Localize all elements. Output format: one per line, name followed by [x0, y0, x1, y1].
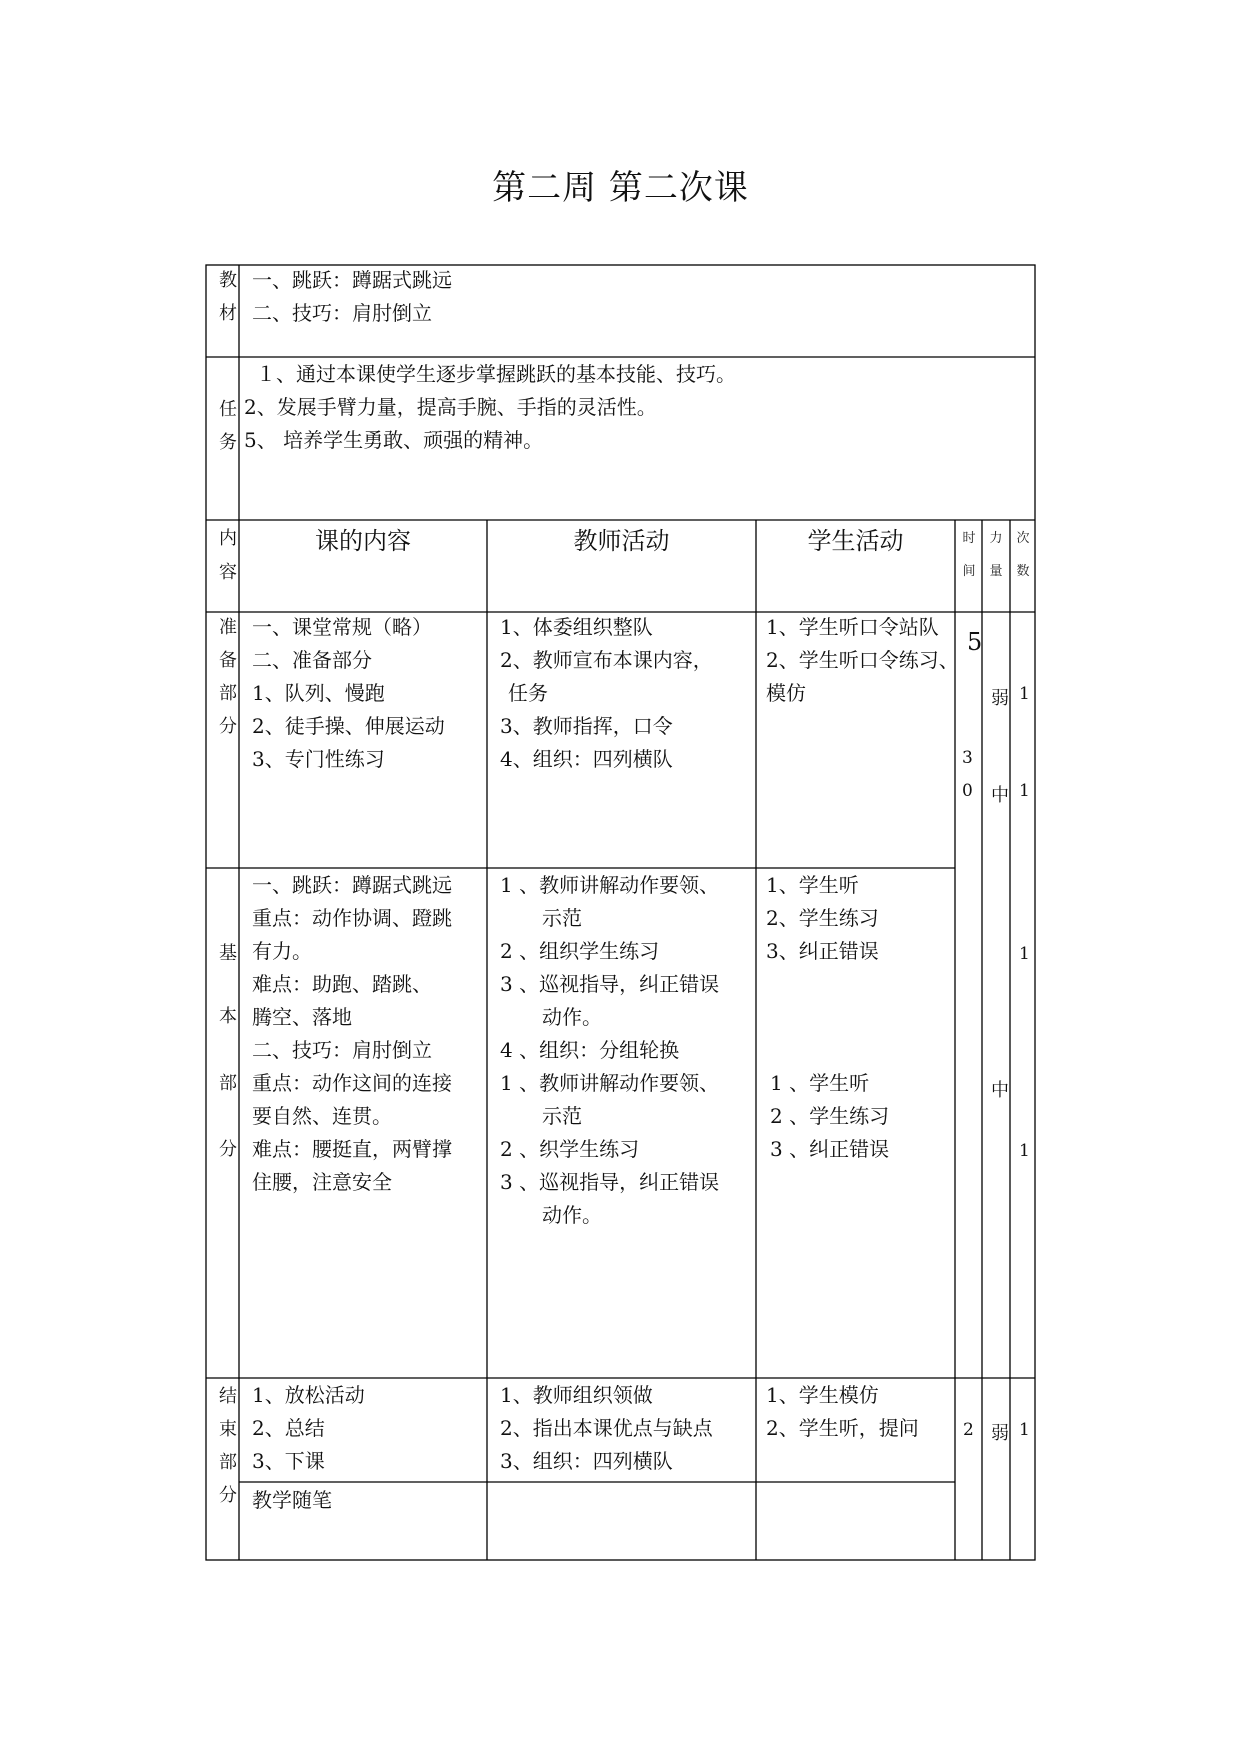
header-label-1: 内 — [219, 528, 237, 549]
basic-teacher-2: 示范 — [542, 906, 582, 930]
basic-teacher-1: 1 、教师讲解动作要领、 — [500, 873, 720, 897]
end-teacher-3: 3、组织：四列横队 — [500, 1449, 673, 1473]
basic-content-7: 重点：动作这间的连接 — [252, 1071, 452, 1095]
prep-content-5: 3、专门性练习 — [252, 747, 385, 771]
end-count: 1 — [1019, 1420, 1030, 1440]
basic-label-4: 分 — [219, 1139, 237, 1160]
prep-count-1: 1 — [1019, 684, 1030, 704]
prep-label-3: 部 — [219, 683, 237, 704]
prep-intensity-1: 弱 — [991, 688, 1009, 709]
basic-label-1: 基 — [219, 943, 237, 964]
prep-time-mid-1: 3 — [962, 748, 973, 768]
basic-teacher-11: 动作。 — [542, 1203, 602, 1227]
basic-teacher-4: 3 、巡视指导，纠正错误 — [500, 972, 720, 996]
basic-student-2: 2、学生练习 — [766, 906, 879, 930]
materials-label-1: 教 — [219, 270, 237, 291]
prep-content-4: 2、徒手操、伸展运动 — [252, 714, 445, 738]
prep-teacher-5: 4、组织：四列横队 — [500, 747, 673, 771]
materials-line-1: 一、跳跃：蹲踞式跳远 — [252, 268, 452, 292]
prep-time-mid-2: 0 — [962, 781, 973, 801]
header-time-1: 时 — [962, 531, 976, 546]
teaching-notes-label: 教学随笔 — [252, 1488, 332, 1512]
header-teacher: 教师活动 — [573, 527, 670, 555]
basic-label-3: 部 — [219, 1073, 237, 1094]
tasks-label-1: 任 — [219, 399, 237, 420]
basic-count-1: 1 — [1019, 944, 1030, 964]
end-label-4: 分 — [219, 1485, 237, 1506]
end-content-1: 1、放松活动 — [252, 1383, 365, 1407]
page-title: 第二周 第二次课 — [492, 168, 749, 208]
end-student-2: 2、学生听，提问 — [766, 1416, 919, 1440]
basic-teacher-8: 示范 — [542, 1104, 582, 1128]
prep-teacher-2: 2、教师宣布本课内容， — [500, 648, 713, 672]
prep-label-4: 分 — [219, 716, 237, 737]
end-intensity: 弱 — [991, 1423, 1009, 1444]
basic-content-3: 有力。 — [252, 939, 312, 963]
end-time: 2 — [963, 1420, 974, 1440]
end-label-1: 结 — [219, 1386, 237, 1407]
header-content: 课的内容 — [315, 527, 411, 555]
basic-content-10: 住腰，注意安全 — [252, 1170, 392, 1194]
materials-label-2: 材 — [219, 303, 237, 324]
basic-content-2: 重点：动作协调、蹬跳 — [252, 906, 452, 930]
prep-content-2: 二、准备部分 — [252, 648, 372, 672]
end-label-2: 束 — [219, 1419, 237, 1440]
basic-content-8: 要自然、连贯。 — [252, 1104, 392, 1128]
tasks-label-2: 务 — [219, 432, 237, 453]
basic-student-1: 1、学生听 — [766, 873, 859, 897]
task-line-2: 2、发展手臂力量，提高手腕、手指的灵活性。 — [244, 395, 657, 419]
basic-student-3: 3、纠正错误 — [766, 939, 879, 963]
basic-intensity: 中 — [991, 1080, 1009, 1101]
end-student-1: 1、学生模仿 — [766, 1383, 879, 1407]
basic-student-6: 3 、纠正错误 — [770, 1137, 890, 1161]
prep-teacher-1: 1、体委组织整队 — [500, 615, 653, 639]
basic-teacher-3: 2 、组织学生练习 — [500, 939, 660, 963]
prep-student-2: 2、学生听口令练习、 — [766, 648, 959, 672]
header-intensity-2: 量 — [989, 564, 1003, 579]
header-count-1: 次 — [1016, 531, 1030, 546]
prep-count-2: 1 — [1019, 781, 1030, 801]
basic-student-4: 1 、学生听 — [770, 1071, 870, 1095]
materials-line-2: 二、技巧：肩肘倒立 — [252, 301, 432, 325]
basic-teacher-6: 4 、组织：分组轮换 — [500, 1038, 680, 1062]
task-line-1: １、通过本课使学生逐步掌握跳跃的基本技能、技巧。 — [256, 362, 736, 386]
header-count-2: 数 — [1016, 564, 1030, 579]
prep-label-2: 备 — [219, 650, 237, 671]
header-student: 学生活动 — [807, 527, 904, 555]
prep-content-3: 1、队列、慢跑 — [252, 681, 385, 705]
basic-teacher-7: 1 、教师讲解动作要领、 — [500, 1071, 720, 1095]
basic-content-1: 一、跳跃：蹲踞式跳远 — [252, 873, 452, 897]
basic-content-4: 难点：助跑、踏跳、 — [252, 972, 432, 996]
prep-student-1: 1、学生听口令站队 — [766, 615, 939, 639]
prep-time-top: 5 — [967, 628, 983, 656]
header-intensity-1: 力 — [989, 531, 1003, 546]
prep-student-3: 模仿 — [766, 681, 806, 705]
basic-count-2: 1 — [1019, 1141, 1030, 1161]
basic-content-5: 腾空、落地 — [252, 1005, 352, 1029]
basic-student-5: 2 、学生练习 — [770, 1104, 890, 1128]
end-label-3: 部 — [219, 1452, 237, 1473]
end-teacher-1: 1、教师组织领做 — [500, 1383, 653, 1407]
prep-content-1: 一、课堂常规（略） — [252, 615, 432, 639]
end-teacher-2: 2、指出本课优点与缺点 — [500, 1416, 713, 1440]
basic-label-2: 本 — [219, 1006, 237, 1027]
header-time-2: 间 — [962, 564, 976, 579]
prep-teacher-3: 任务 — [508, 681, 548, 705]
basic-content-6: 二、技巧：肩肘倒立 — [252, 1038, 432, 1062]
end-content-2: 2、总结 — [252, 1416, 325, 1440]
prep-label-1: 准 — [219, 617, 237, 638]
basic-teacher-5: 动作。 — [542, 1005, 602, 1029]
basic-content-9: 难点：腰挺直，两臂撑 — [252, 1137, 452, 1161]
basic-teacher-10: 3 、巡视指导，纠正错误 — [500, 1170, 720, 1194]
basic-teacher-9: 2 、织学生练习 — [500, 1137, 640, 1161]
task-line-3: 5、 培养学生勇敢、顽强的精神。 — [244, 428, 544, 452]
prep-intensity-2: 中 — [991, 785, 1009, 806]
header-label-2: 容 — [219, 562, 237, 583]
prep-teacher-4: 3、教师指挥，口令 — [500, 714, 673, 738]
end-content-3: 3、下课 — [252, 1449, 325, 1473]
